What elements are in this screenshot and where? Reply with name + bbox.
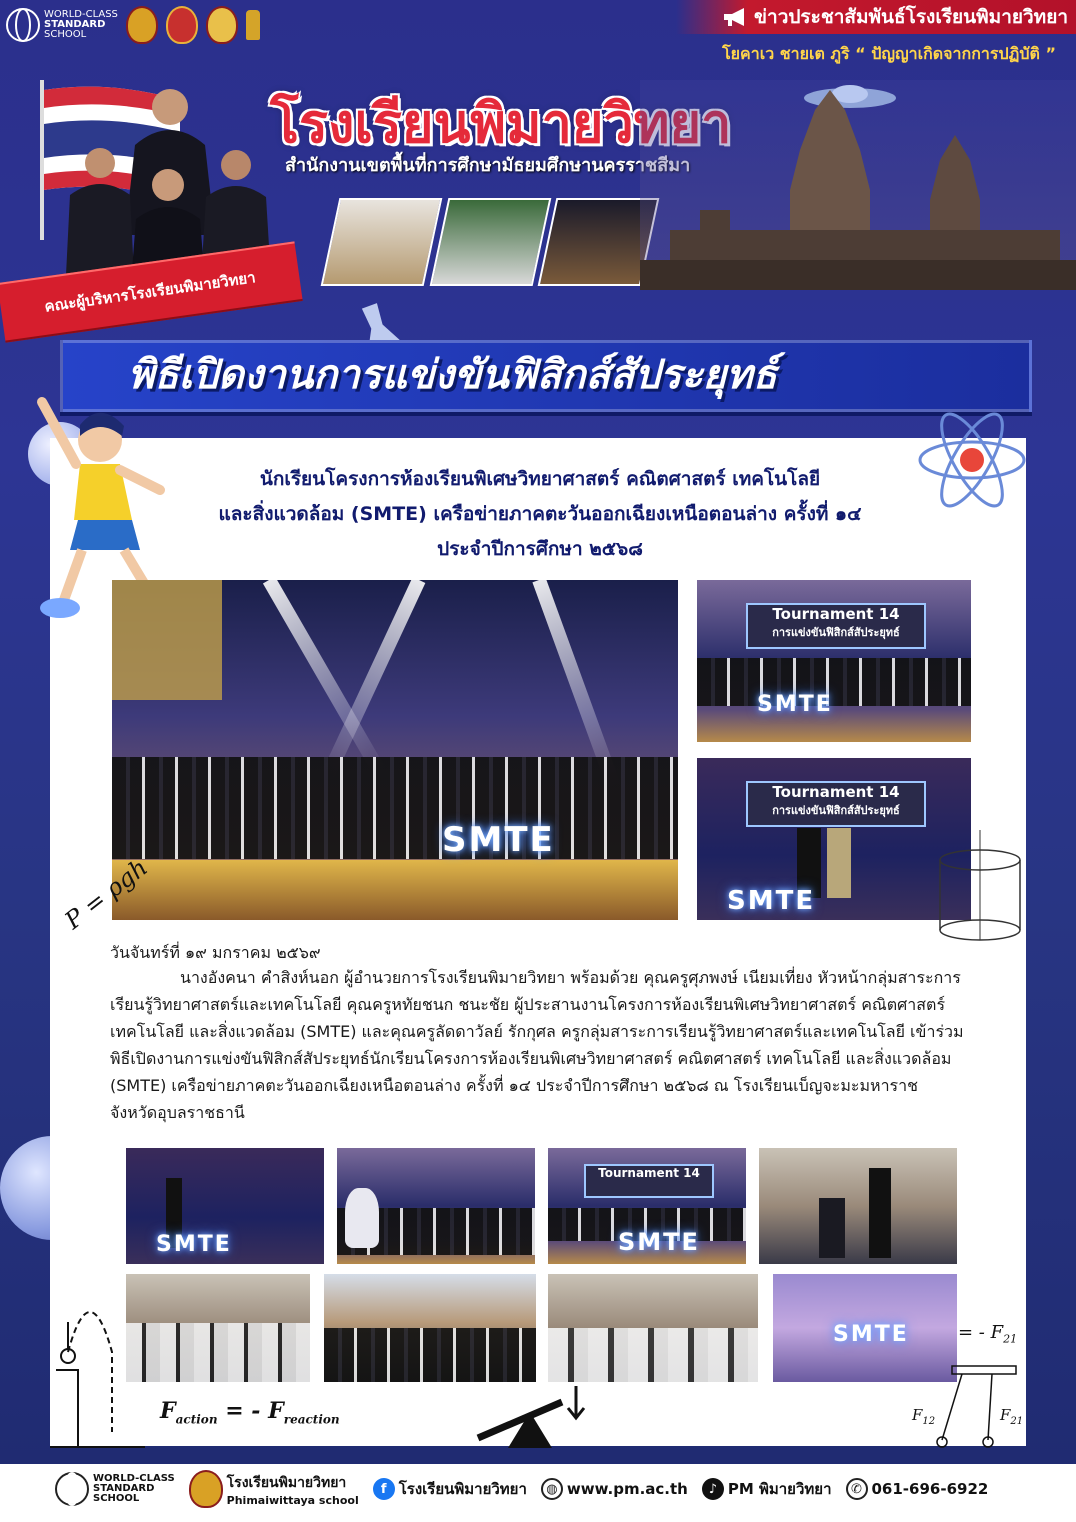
tournament-screen <box>584 1164 715 1198</box>
f12-subscript: 12 <box>922 1416 936 1427</box>
gallery-photo-2 <box>337 1148 535 1264</box>
facebook-label[interactable]: โรงเรียนพิมายวิทยา <box>398 1480 527 1498</box>
phone-label[interactable]: 061-696-6922 <box>871 1480 989 1498</box>
newton-third-law-formula <box>160 1398 340 1426</box>
tournament-screen <box>746 603 925 649</box>
obec-seal-icon <box>126 6 158 44</box>
gallery-photo-7 <box>548 1274 758 1382</box>
mascot-figure <box>345 1188 379 1248</box>
tournament-label: Tournament 14 <box>772 782 900 801</box>
footer-world-class-logo <box>55 1472 175 1506</box>
school-emblem-icon <box>206 6 238 44</box>
tournament-label: Tournament 14 <box>772 604 900 623</box>
f21-small-subscript: 21 <box>1010 1416 1024 1427</box>
award-group-people <box>697 658 971 707</box>
wcs-mid: STANDARD <box>44 19 106 30</box>
event-title-label: การแข่งขันฟิสิกส์สัประยุทธ์ <box>772 803 900 817</box>
smte-logo-text: SMTE <box>757 692 833 717</box>
event-title-label: การแข่งขันฟิสิกส์สัประยุทธ์ <box>772 625 900 639</box>
action-subscript: action <box>175 1412 218 1427</box>
force-f21-label <box>958 1322 1017 1346</box>
headline-line-2: และสิ่งแวดล้อม (SMTE) เครือข่ายภาคตะวันออกเฉียงเหนือตอนล่าง ครั้งที่ ๑๔ <box>218 503 862 525</box>
wcs-bottom: SCHOOL <box>44 29 87 40</box>
executive-ribbon-label: คณะผู้บริหารโรงเรียนพิมายวิทยา <box>43 268 257 316</box>
school-crest-icon <box>166 6 198 44</box>
phimai-temple-image <box>640 80 1076 290</box>
footer-wcs-mid: STANDARD <box>93 1483 155 1494</box>
tiktok-label[interactable]: PM พิมายวิทยา <box>727 1480 832 1498</box>
smte-logo-text: SMTE <box>442 820 555 860</box>
footer-row <box>55 1470 988 1508</box>
article-body: นางอังคนา คำสิงห์นอก ผู้อำนวยการโรงเรียนพิมายวิทยา พร้อมด้วย คุณครูศุภพงษ์ เนียมเที่ยง หัวหน้ากลุ่มสาระการเรียนรู้วิทยาศาสตร์และเทคโนโลยี คุณครูหทัยชนก ชนะชัย ผู้ประสานงานโครงการห้องเรียนพิเศษวิทยาศาสตร์ คณิตศาสตร์ เทคโนโลยี และสิ่งแวดล้อม (SMTE) และคุณครูลัดดาวัลย์ รักกุศล ครูกลุ่มสาระการเรียนรู้วิทยาศาสตร์และเทคโนโลยี เข้าร่วมพิธีเปิดงานการแข่งขันฟิสิกส์สัประยุทธ์นักเรียนโครงการห้องเรียนพิเศษวิทยาศาสตร์ คณิตศาสตร์ เทคโนโลยี และสิ่งแวดล้อม (SMTE) เครือข่ายภาคตะวันออกเฉียงเหนือตอนล่าง ครั้งที่ ๑๔ ประจำปีการศึกษา ๒๕๖๘ ณ โรงเรียนเบ็ญจะมะมหาราช จังหวัดอุบลราชธานี <box>110 968 964 1122</box>
f-reaction: F <box>268 1398 284 1424</box>
gallery-photo-4 <box>759 1148 957 1264</box>
f21: F <box>1000 1406 1011 1424</box>
header-photo-1 <box>321 198 442 286</box>
header-photo-strip <box>330 198 650 286</box>
world-class-logo <box>6 8 118 42</box>
award-group-photo <box>697 580 971 742</box>
footer-wcs-bottom: SCHOOL <box>93 1493 140 1504</box>
header-logos <box>6 6 260 44</box>
website-label[interactable]: www.pm.ac.th <box>566 1480 688 1498</box>
smte-logo-text: SMTE <box>727 886 816 916</box>
article-headline <box>120 462 960 567</box>
footer-school <box>189 1470 359 1508</box>
tiktok-icon: ♪ <box>702 1478 724 1500</box>
gallery-photo-3 <box>548 1148 746 1264</box>
school-crest-icon <box>189 1470 223 1508</box>
f12: F <box>912 1406 923 1424</box>
school-name: โรงเรียนพิมายวิทยา <box>270 91 732 155</box>
web-globe-icon: ◍ <box>541 1478 563 1500</box>
students-closeup <box>548 1328 758 1382</box>
pr-label: ข่าวประชาสัมพันธ์โรงเรียนพิมายวิทยา <box>754 6 1068 28</box>
footer-school-en: Phimaiwittaya school <box>226 1493 359 1507</box>
gallery-photo-1 <box>126 1148 324 1264</box>
trophy-icon <box>246 10 260 40</box>
minus-f21: = - F <box>958 1322 1004 1343</box>
force-f21-small-label <box>1000 1406 1023 1427</box>
students-seated <box>126 1323 310 1382</box>
group-outdoor <box>324 1328 536 1382</box>
headline-line-3: ประจำปีการศึกษา ๒๕๖๘ <box>437 538 643 560</box>
megaphone-icon <box>722 7 748 27</box>
f21-subscript: 21 <box>1003 1332 1018 1346</box>
footer-phone[interactable] <box>846 1478 989 1500</box>
recipient-figure <box>827 828 851 898</box>
gallery-photo-6 <box>324 1274 536 1382</box>
footer-website[interactable] <box>541 1478 688 1500</box>
royal-portrait <box>112 580 222 700</box>
reaction-subscript: reaction <box>283 1412 340 1427</box>
main-ceremony-photo <box>112 580 678 920</box>
globe-icon <box>6 8 40 42</box>
education-office: สำนักงานเขตพื้นที่การศึกษามัธยมศึกษานครราชสีมา <box>285 155 691 176</box>
gallery-photo-5 <box>126 1274 310 1382</box>
force-f12-label <box>912 1406 935 1427</box>
f-action: F <box>160 1398 176 1424</box>
cylinder-diagram-icon <box>910 830 1030 950</box>
headline-line-1: นักเรียนโครงการห้องเรียนพิเศษวิทยาศาสตร์ คณิตศาสตร์ เทคโนโลยี <box>259 468 821 490</box>
article-date: วันจันทร์ที่ ๑๙ มกราคม ๒๕๖๙ <box>110 943 321 962</box>
seesaw-icon <box>472 1382 592 1448</box>
footer-tiktok[interactable] <box>702 1477 832 1501</box>
projectile-diagram-icon <box>50 1282 150 1452</box>
tournament-screen <box>746 781 925 827</box>
facebook-icon: f <box>373 1478 395 1500</box>
footer-facebook[interactable] <box>373 1477 527 1501</box>
pr-bar <box>676 0 1076 34</box>
smte-logo-text: SMTE <box>618 1228 700 1256</box>
phone-icon: ✆ <box>846 1478 868 1500</box>
smte-logo-text: SMTE <box>156 1232 232 1257</box>
header-photo-2 <box>429 198 550 286</box>
smte-logo-text: SMTE <box>833 1322 909 1347</box>
banner-title: พิธีเปิดงานการแข่งขันฟิสิกส์สัประยุทธ์ <box>128 352 778 398</box>
ceremony-attendees <box>112 757 678 859</box>
school-motto: โยคาเว ชายเต ภูริ “ ปัญญาเกิดจากการปฏิบัติ ” <box>722 44 1056 63</box>
pressure-formula: P = ρgh <box>59 853 153 935</box>
tournament-label: Tournament 14 <box>598 1166 700 1181</box>
teacher-figure <box>869 1168 891 1258</box>
teacher-figure-2 <box>819 1198 845 1258</box>
globe-icon <box>55 1472 89 1506</box>
footer-school-th: โรงเรียนพิมายวิทยา <box>226 1474 347 1491</box>
equals-minus: = - <box>225 1398 261 1424</box>
wcs-top: WORLD-CLASS <box>44 9 118 20</box>
flower-stage-decoration <box>112 860 678 920</box>
footer-wcs-top: WORLD-CLASS <box>93 1473 175 1484</box>
